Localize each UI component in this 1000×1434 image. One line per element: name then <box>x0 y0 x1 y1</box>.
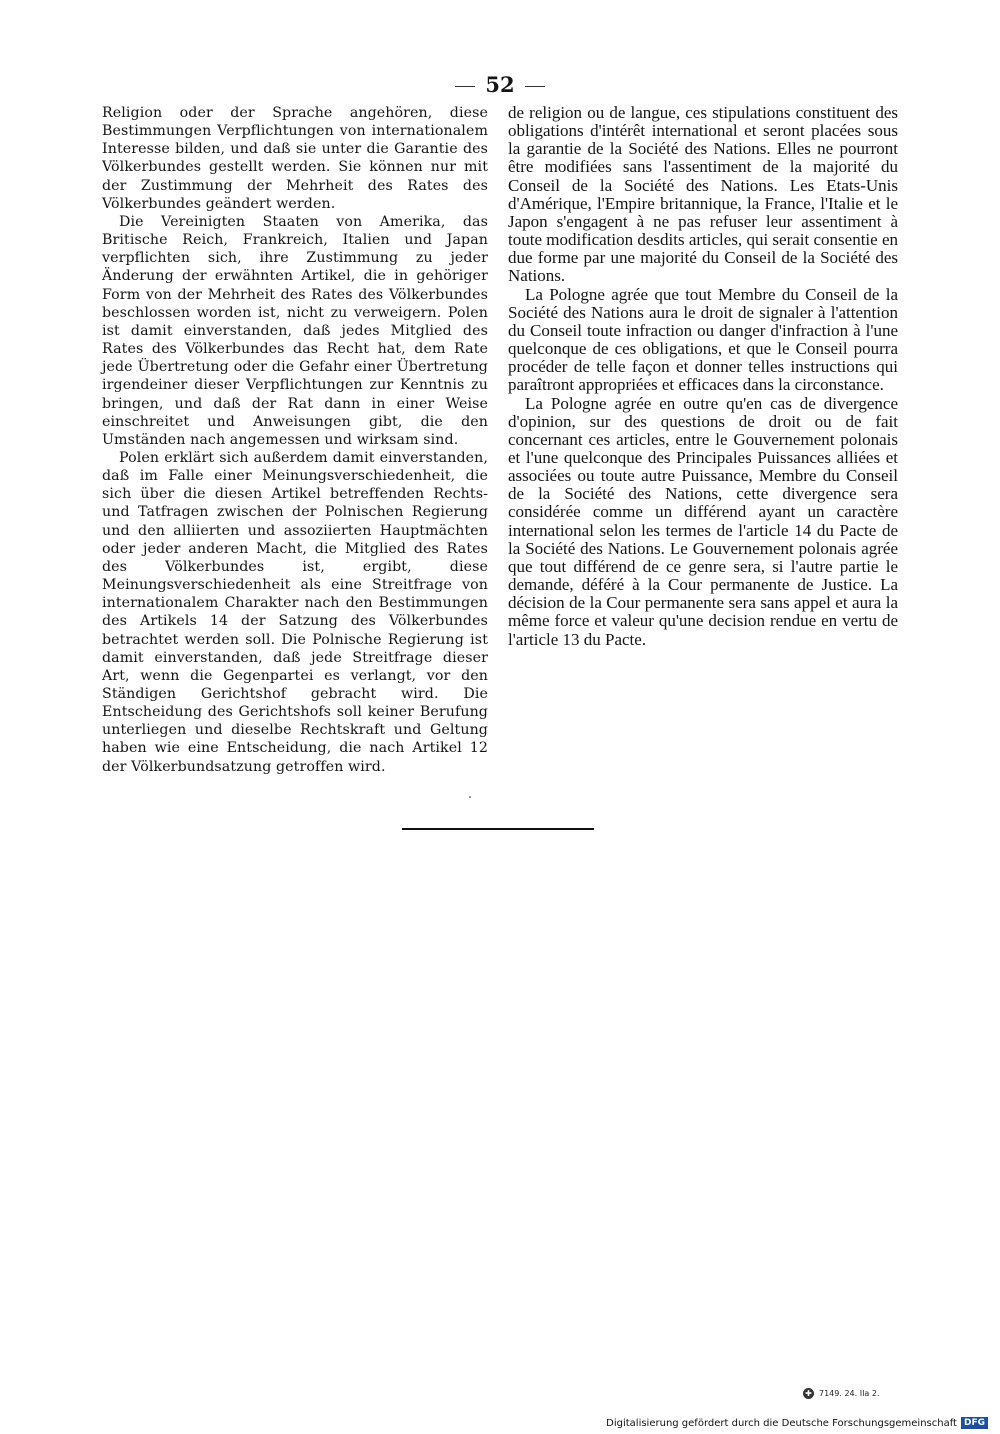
printer-seal-icon: ✚ <box>803 1388 814 1399</box>
page-number-dash-right <box>525 86 545 87</box>
digitization-credit <box>606 1417 988 1429</box>
french-paragraph: La Pologne agrée que tout Membre du Conseil de la Société des Nations aura le droit de signaler à l'attention du Conseil toute infraction ou danger d'infraction à l'une quelconque de ces obligations, et que le Conseil pourra procéder de telle façon et donner telles instructions qui paraîtront appropriées et efficaces dans la circonstance. <box>508 284 898 395</box>
dfg-logo: DFG <box>961 1417 988 1429</box>
german-text-column <box>102 104 488 776</box>
german-paragraph: Religion oder der Sprache angehören, diese Bestimmungen Verpflichtungen von internationalem Interesse bilden, und daß sie unter die Garantie des Völkerbundes gestellt werden. Sie können nur mit der Zustimmung der Mehrheit des Rates des Völkerbundes geändert werden. <box>102 105 488 212</box>
page-number-dash-left <box>455 86 475 87</box>
french-paragraph: de religion ou de langue, ces stipulations constituent des obligations d'intérêt international et seront placées sous la garantie de la Société des Nations. Elles ne pourront être modifiées sans l'assentiment de la majorité du Conseil de la Société des Nations. Les Etats-Unis d'Amérique, l'Empire britannique, la France, l'Italie et le Japon s'engagent à ne pas refuser leur assentiment à toute modification desdits articles, qui serait consentie en due forme par une majorité du Conseil de la Société des Nations. <box>508 103 898 286</box>
stray-dot <box>469 796 471 798</box>
section-end-rule <box>402 828 594 830</box>
page-number <box>0 72 1000 97</box>
french-paragraph: La Pologne agrée en outre qu'en cas de divergence d'opinion, sur des questions de droit ou de fait concernant ces articles, entre le Gouvernement polonais et l'une quelconque des Principales Puissances alliées et associées ou toute autre Puissance, Membre du Conseil de la Société des Nations, cette divergence sera considérée comme un différend ayant un caractère international selon les termes de l'article 14 du Pacte de la Société des Nations. Le Gouvernement polonais agrée que tout différend de ce genre sera, si l'autre partie le demande, déféré à la Cour permanente de Justice. La décision de la Cour permanente sera sans appel et aura la même force et valeur qu'une decision rendue en vertu de l'article 13 du Pacte. <box>508 393 898 649</box>
german-paragraph: Polen erklärt sich außerdem damit einverstanden, daß im Falle einer Meinungsverschiedenheit, die sich über die diesen Artikel betreffenden Rechts- und Tatfragen zwischen der Polnischen Regierung und den alliierten und assoziierten Hauptmächten oder jeder anderen Macht, die Mitglied des Rates des Völkerbundes ist, ergibt, diese Meinungsverschiedenheit als eine Streitfrage von internationalem Charakter nach den Bestimmungen des Artikels 14 der Satzung des Völkerbundes betrachtet werden soll. Die Polnische Regierung ist damit einverstanden, daß jede Streitfrage dieser Art, wenn die Gegenpartei es verlangt, vor den Ständigen Gerichtshof gebracht wird. Die Entscheidung des Gerichtshofs soll keiner Berufung unterliegen und dieselbe Rechtskraft und Geltung haben wie eine Entscheidung, die nach Artikel 12 der Völkerbundsatzung getroffen wird. <box>102 449 488 775</box>
french-text-column <box>508 104 898 649</box>
digitization-credit-text: Digitalisierung gefördert durch die Deutsche Forschungsgemeinschaft <box>606 1417 957 1429</box>
printer-mark <box>803 1388 880 1399</box>
printer-mark-text: 7149. 24. IIa 2. <box>819 1389 880 1398</box>
german-paragraph: Die Vereinigten Staaten von Amerika, das Britische Reich, Frankreich, Italien und Japan verpflichten sich, ihre Zustimmung zu jeder Änderung der erwähnten Artikel, die in gehöriger Form von der Mehrheit des Rates des Völkerbundes beschlossen worden ist, nicht zu verweigern. Polen ist damit einverstanden, daß jedes Mitglied des Rates des Völkerbundes das Recht hat, dem Rate jede Übertretung oder die Gefahr einer Übertretung irgendeiner dieser Verpflichtungen zur Kenntnis zu bringen, und daß der Rat dann in einer Weise einschreitet und Anweisungen gibt, die den Umständen nach angemessen und wirksam sind. <box>102 213 488 448</box>
page-number-text: 52 <box>485 72 515 97</box>
